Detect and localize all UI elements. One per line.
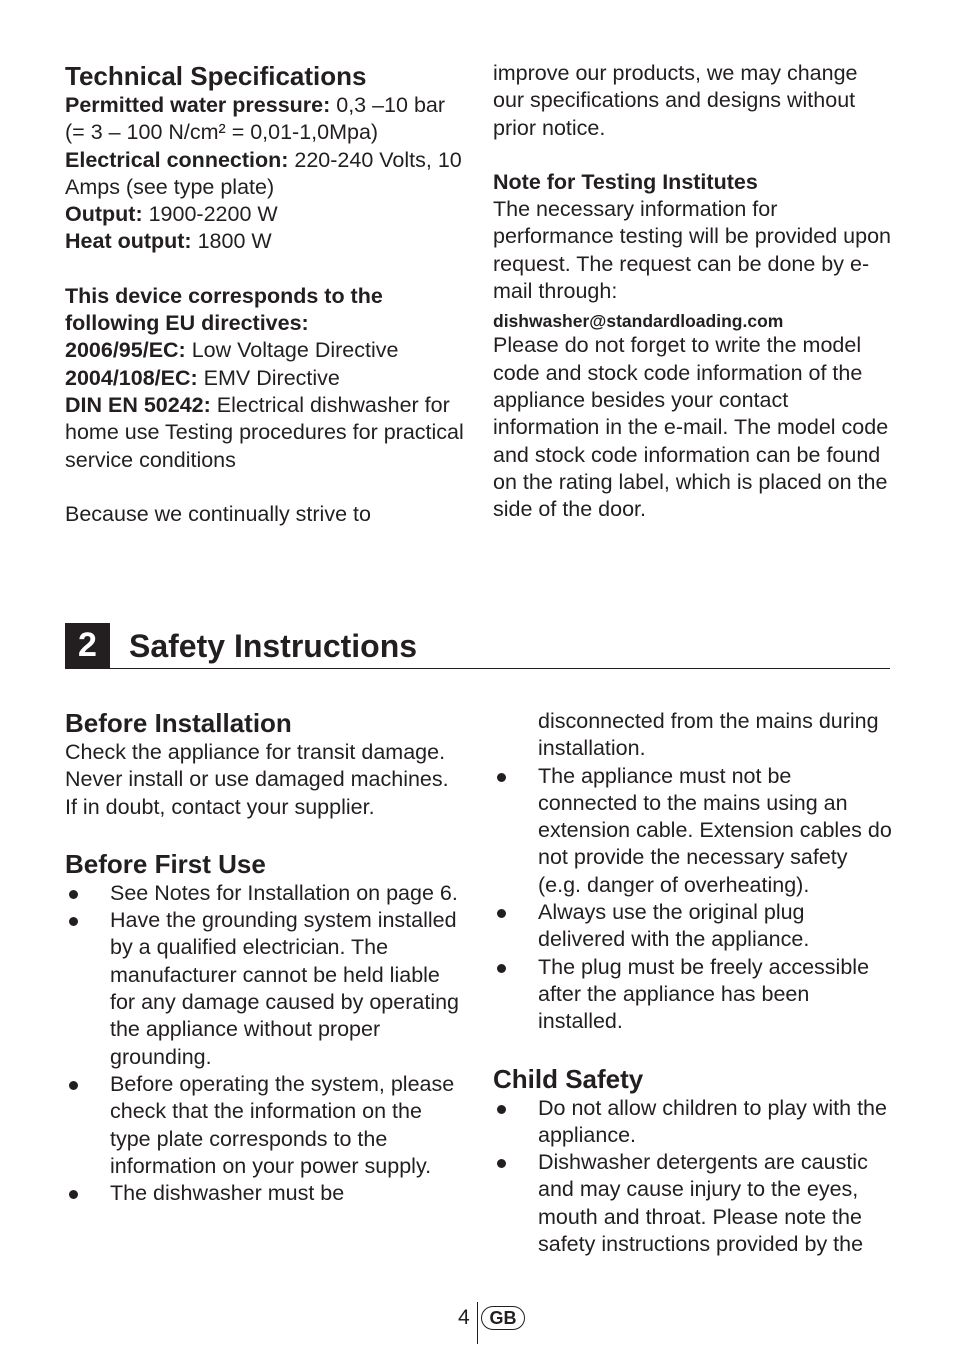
directive-1-value: Low Voltage Directive <box>185 338 399 363</box>
water-pressure-spec <box>65 92 465 147</box>
safety-left-column <box>65 707 460 1207</box>
directive-1-label: 2006/95/EC: <box>65 338 186 363</box>
electrical-value: 220-240 Volts, 10 Amps (see type plate) <box>65 147 462 199</box>
output-spec <box>65 201 465 228</box>
directive-low-voltage <box>65 337 465 364</box>
before-installation-title: Before Installation <box>65 708 292 738</box>
directive-2-value: EMV Directive <box>197 365 340 390</box>
footer-divider <box>477 1302 478 1344</box>
heat-output-label: Heat output: <box>65 229 192 254</box>
heat-output-value: 1800 W <box>191 229 272 254</box>
water-pressure-label: Permitted water pressure: <box>65 93 331 117</box>
testing-note-title: Note for Testing Institutes <box>493 169 758 194</box>
electrical-spec <box>65 147 465 202</box>
directive-emv <box>65 365 465 392</box>
section-title: Safety Instructions <box>129 628 418 664</box>
output-value: 1900-2200 W <box>142 202 278 227</box>
directive-2-label: 2004/108/EC: <box>65 365 198 390</box>
list-item: See Notes for Installation on page 6. <box>65 880 460 907</box>
safety-right-column <box>493 708 893 1258</box>
directive-3-label: DIN EN 50242: <box>65 392 211 417</box>
section-number-badge: 2 <box>65 623 110 668</box>
testing-note-intro: The necessary information for performance testing will be provided upon request. The request can be done by e-mail through: <box>493 197 891 304</box>
before-first-use-list-continued <box>493 708 893 1036</box>
directives-heading: This device corresponds to the following EU directives: <box>65 283 383 336</box>
improvement-note-start: Because we continually strive to <box>65 501 371 526</box>
testing-note-body: Please do not forget to write the model code and stock code information of the appliance besides your contact information in the e-mail. The model code and stock code information can be found on the rating label, which is placed on the side of the door. <box>493 333 889 522</box>
testing-note-column <box>493 60 893 523</box>
directive-din <box>65 392 465 474</box>
tech-specs-title: Technical Specifications <box>65 61 367 91</box>
list-item: The dishwasher must be <box>65 1180 460 1207</box>
tech-specs-column <box>65 60 465 528</box>
list-item: Dishwasher detergents are caustic and may cause injury to the eyes, mouth and throat. Please note the safety instructions provided by the <box>493 1149 893 1258</box>
section-header <box>65 623 890 669</box>
list-item: Have the grounding system installed by a qualified electrician. The manufacturer cannot be held liable for any damage caused by operating the appliance without proper grounding. <box>65 907 460 1071</box>
child-safety-title: Child Safety <box>493 1063 644 1094</box>
output-label: Output: <box>65 202 143 227</box>
heat-output-spec <box>65 228 465 255</box>
contact-email: dishwasher@standardloading.com <box>493 311 784 332</box>
page-number: 4 <box>458 1306 470 1329</box>
improvement-note-end: improve our products, we may change our specifications and designs without prior notice. <box>493 61 858 140</box>
before-installation-text: Check the appliance for transit damage. Never install or use damaged machines. If in doubt, contact your supplier. <box>65 740 449 819</box>
electrical-label: Electrical connection: <box>65 147 289 172</box>
list-item-continued: disconnected from the mains during installation. <box>538 709 879 761</box>
list-item: Do not allow children to play with the appliance. <box>493 1095 893 1150</box>
language-badge: GB <box>481 1306 525 1330</box>
list-item: Before operating the system, please check that the information on the type plate corresponds to the information on your power supply. <box>65 1071 460 1180</box>
list-item: The appliance must not be connected to the mains using an extension cable. Extension cables do not provide the necessary safety (e.g. danger of overheating). <box>493 763 893 899</box>
child-safety-list <box>493 1095 893 1259</box>
list-item: The plug must be freely accessible after the appliance has been installed. <box>493 954 893 1036</box>
before-first-use-list <box>65 880 460 1208</box>
list-item: Always use the original plug delivered with the appliance. <box>493 899 893 954</box>
page-footer <box>0 1302 954 1346</box>
before-first-use-title: Before First Use <box>65 848 266 879</box>
directive-3-value: Electrical dishwasher for home use Testing procedures for practical service conditions <box>65 392 464 472</box>
water-pressure-value: 0,3 –10 bar (= 3 – 100 N/cm² = 0,01-1,0Mpa) <box>65 93 446 145</box>
